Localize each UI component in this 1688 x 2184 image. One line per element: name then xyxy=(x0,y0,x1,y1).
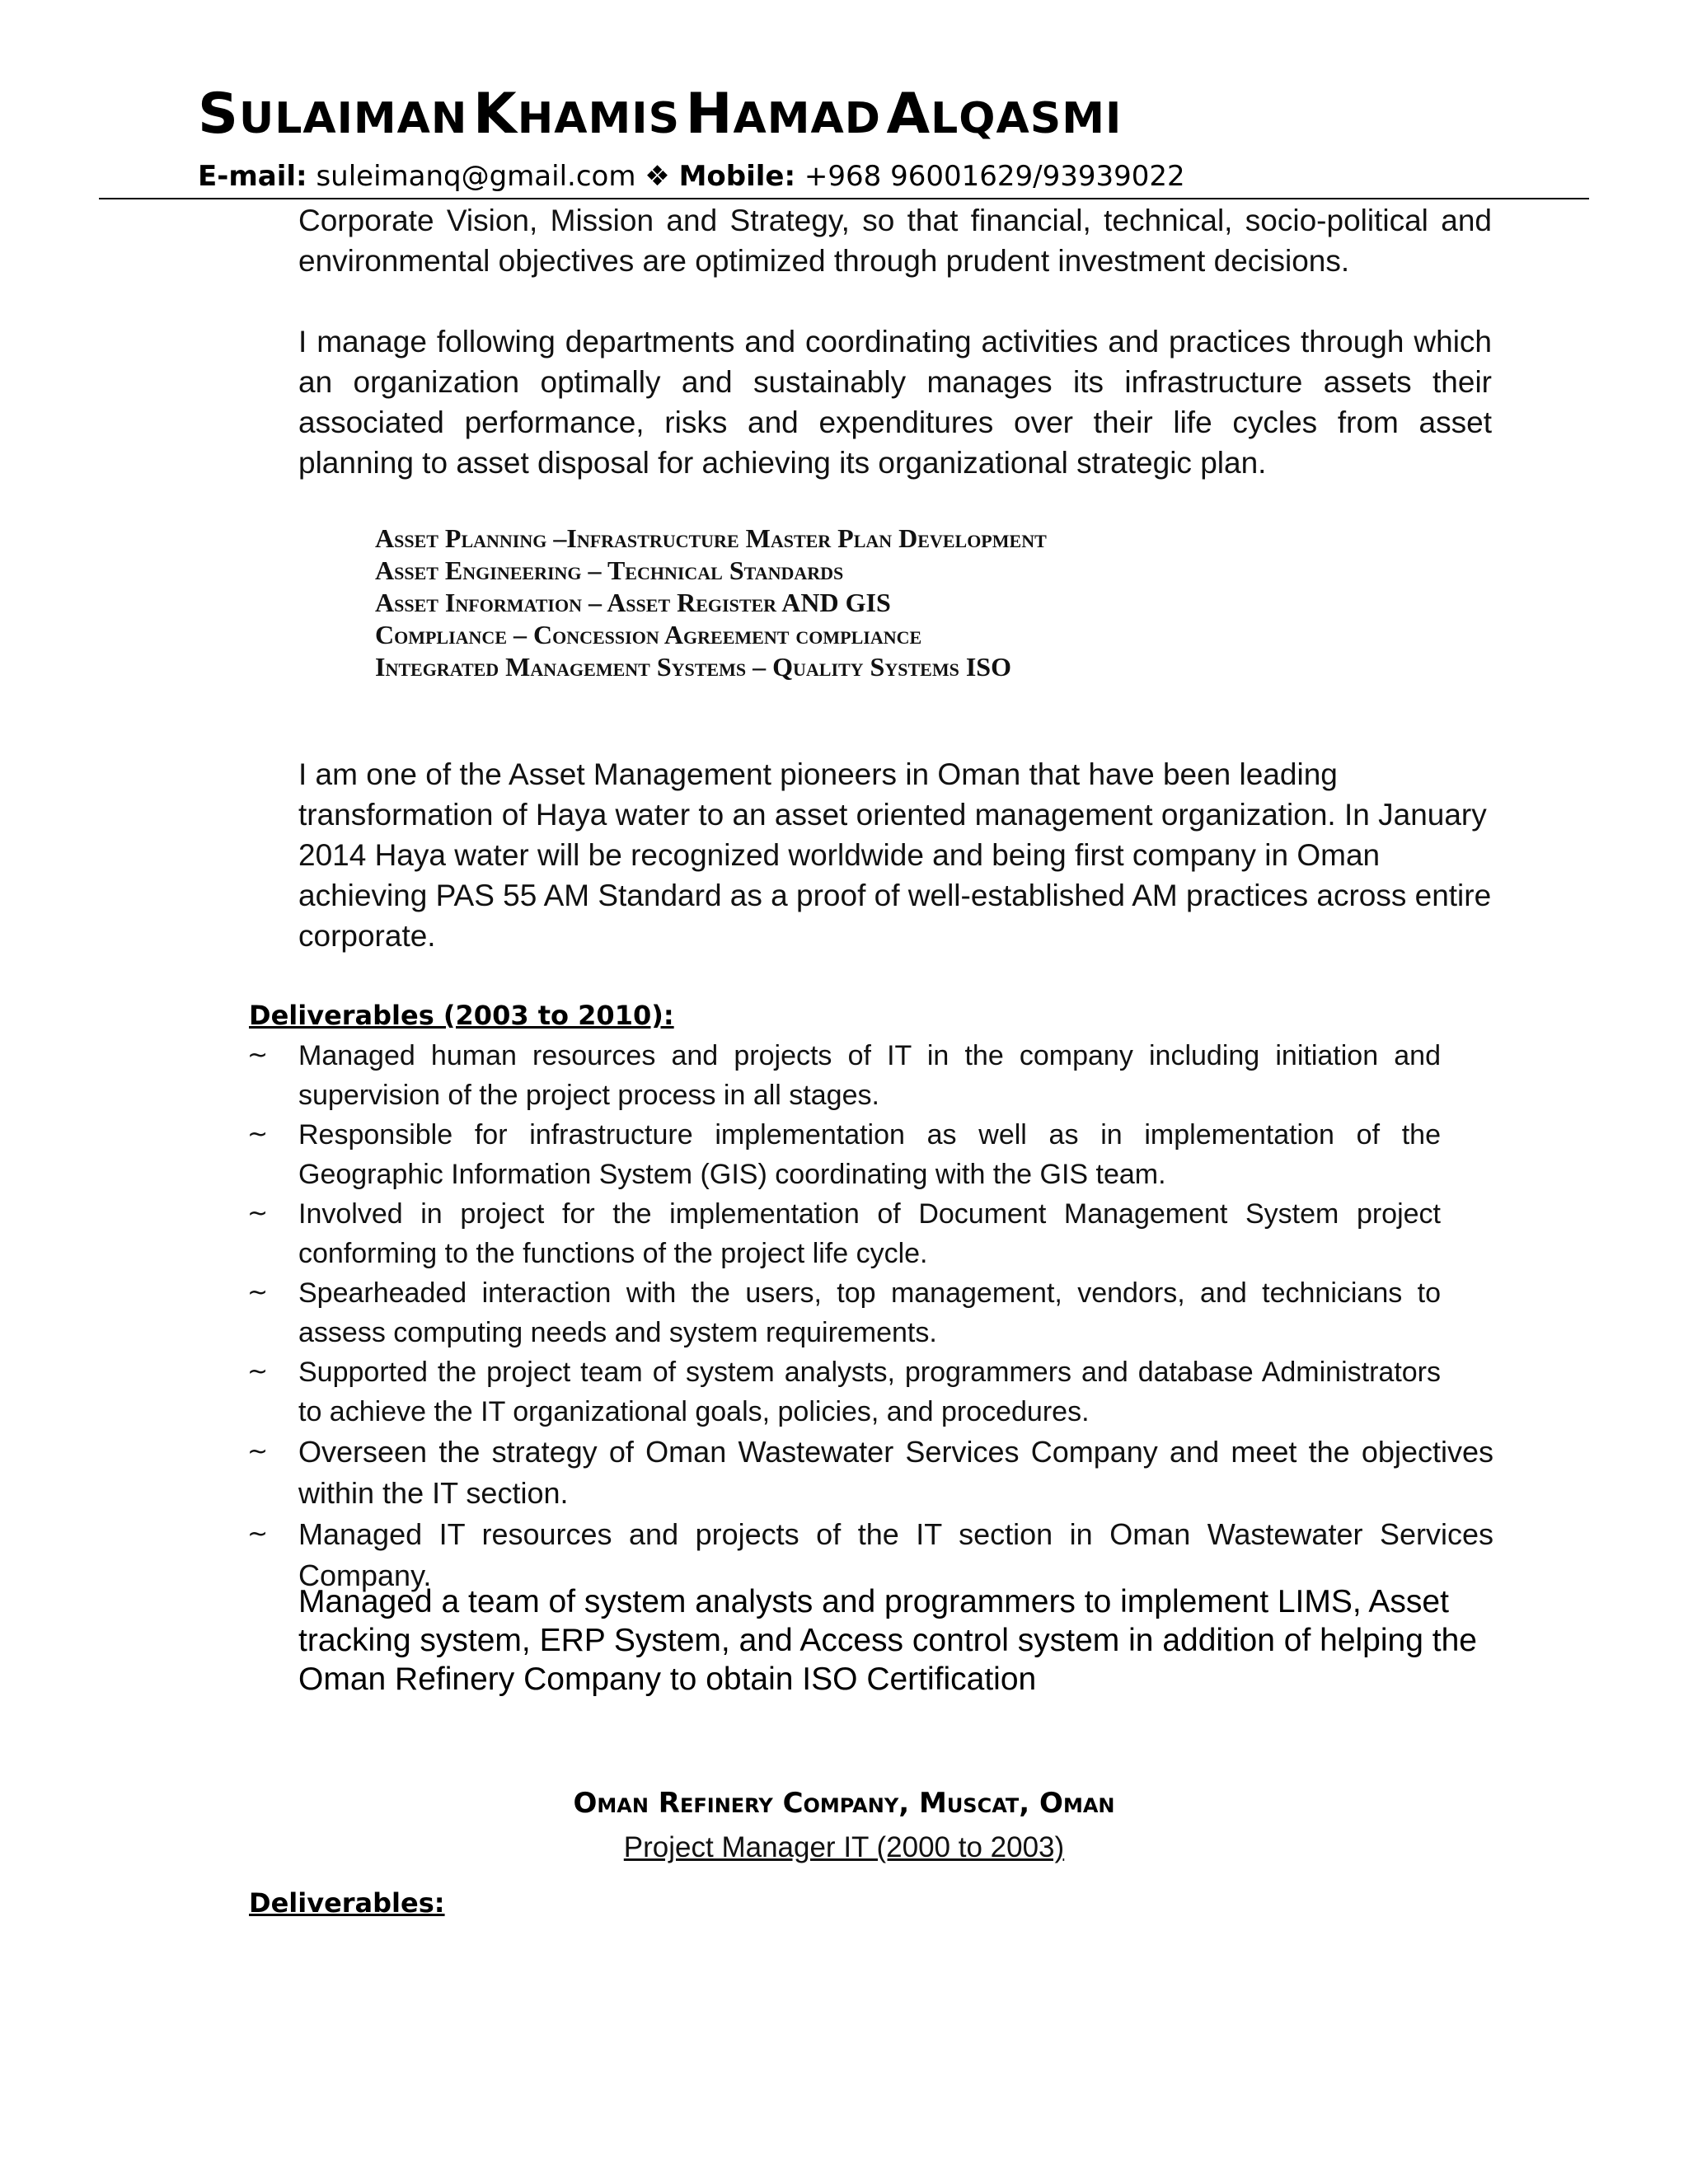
list-item-text: Supported the project team of system analysts, programmers and database Administrators to achieve the IT organizational goals, policies, and procedures. xyxy=(298,1357,1441,1427)
extra-deliverable-paragraph: Managed a team of system analysts and programmers to implement LIMS, Asset tracking system, ERP System, and Access control system in addition of helping the Oman Refinery Company to obtain ISO Certification xyxy=(298,1584,1477,1697)
department-item: Compliance – Concession Agreement compliance xyxy=(375,620,922,649)
mobile-value: +968 96001629/93939022 xyxy=(804,160,1185,193)
email-label: E-mail: xyxy=(198,160,307,193)
list-item xyxy=(247,1432,1493,1514)
deliverables-heading-2: Deliverables: xyxy=(249,1887,445,1919)
list-item-text: Responsible for infrastructure implementation as well as in implementation of the Geographic Information System (GIS) coordinating with the GIS team. xyxy=(298,1119,1441,1190)
header-divider xyxy=(99,198,1589,199)
departments-list xyxy=(375,523,1047,683)
list-item xyxy=(247,1352,1441,1432)
intro-paragraph-1: Corporate Vision, Mission and Strategy, so that financial, technical, socio-political and environmental objectives are optimized through prudent investment decisions. xyxy=(298,204,1492,278)
name-initial-1: S xyxy=(198,82,239,147)
contact-line xyxy=(198,158,1185,194)
tilde-bullet-icon: ~ xyxy=(247,1437,269,1466)
diamond-separator-icon: ❖ xyxy=(645,160,670,193)
list-item-text: Overseen the strategy of Oman Wastewater Services Company and meet the objectives within the IT section. xyxy=(298,1435,1493,1510)
department-item: Asset Information – Asset Register AND GIS xyxy=(375,588,891,617)
name-initial-4: A xyxy=(886,82,931,147)
list-item-text: Managed human resources and projects of IT in the company including initiation and supervision of the project process in all stages. xyxy=(298,1040,1441,1111)
list-item xyxy=(247,1036,1441,1115)
tilde-bullet-icon: ~ xyxy=(247,1041,269,1070)
email-value[interactable]: suleimanq@gmail.com xyxy=(316,160,636,193)
department-item: Asset Planning –Infrastructure Master Plan Development xyxy=(375,523,1047,553)
name-initial-2: K xyxy=(473,82,518,147)
tilde-bullet-icon: ~ xyxy=(247,1199,269,1228)
tilde-bullet-icon: ~ xyxy=(247,1120,269,1149)
mobile-label: Mobile: xyxy=(678,160,796,193)
name-rest-4: LQASMI xyxy=(931,94,1123,143)
tilde-bullet-icon: ~ xyxy=(247,1278,269,1307)
name-rest-1: ULAIMAN xyxy=(238,94,468,143)
deliverables-list xyxy=(247,1036,1493,1596)
role-title: Project Manager IT (2000 to 2003) xyxy=(623,1831,1065,1863)
list-item xyxy=(247,1194,1441,1273)
list-item xyxy=(247,1115,1441,1194)
name-rest-2: HAMIS xyxy=(517,94,681,143)
department-item: Asset Engineering – Technical Standards xyxy=(375,555,844,585)
company-heading: Oman Refinery Company, Muscat, Oman xyxy=(573,1787,1115,1820)
tilde-bullet-icon: ~ xyxy=(247,1520,269,1549)
intro-paragraph-2: I manage following departments and coordinating activities and practices through which an organization optimally and sustainably manages its infrastructure assets their associated performance, risks and expenditures over their life cycles from asset planning to asset disposal for achieving its organizational strategic plan. xyxy=(298,325,1492,480)
name-initial-3: H xyxy=(685,82,734,147)
list-item-text: Managed IT resources and projects of the IT section in Oman Wastewater Services Company. xyxy=(298,1517,1493,1592)
list-item-text: Involved in project for the implementation of Document Management System project conforming to the functions of the project life cycle. xyxy=(298,1198,1441,1269)
intro-paragraph-3: I am one of the Asset Management pioneers in Oman that have been leading transformation of Haya water to an asset oriented management organization. In January 2014 Haya water will be recognized worldwide and being first company in Oman achieving PAS 55 AM Standard as a proof of well-established AM practices across entire corporate. xyxy=(298,757,1492,953)
candidate-name xyxy=(198,82,1123,147)
list-item-text: Spearheaded interaction with the users, top management, vendors, and technicians to assess computing needs and system requirements. xyxy=(298,1277,1441,1348)
list-item xyxy=(247,1273,1441,1352)
tilde-bullet-icon: ~ xyxy=(247,1357,269,1386)
name-rest-3: AMAD xyxy=(733,94,881,143)
deliverables-heading: Deliverables (2003 to 2010): xyxy=(249,1000,674,1031)
department-item: Integrated Management Systems – Quality Systems ISO xyxy=(375,652,1011,682)
